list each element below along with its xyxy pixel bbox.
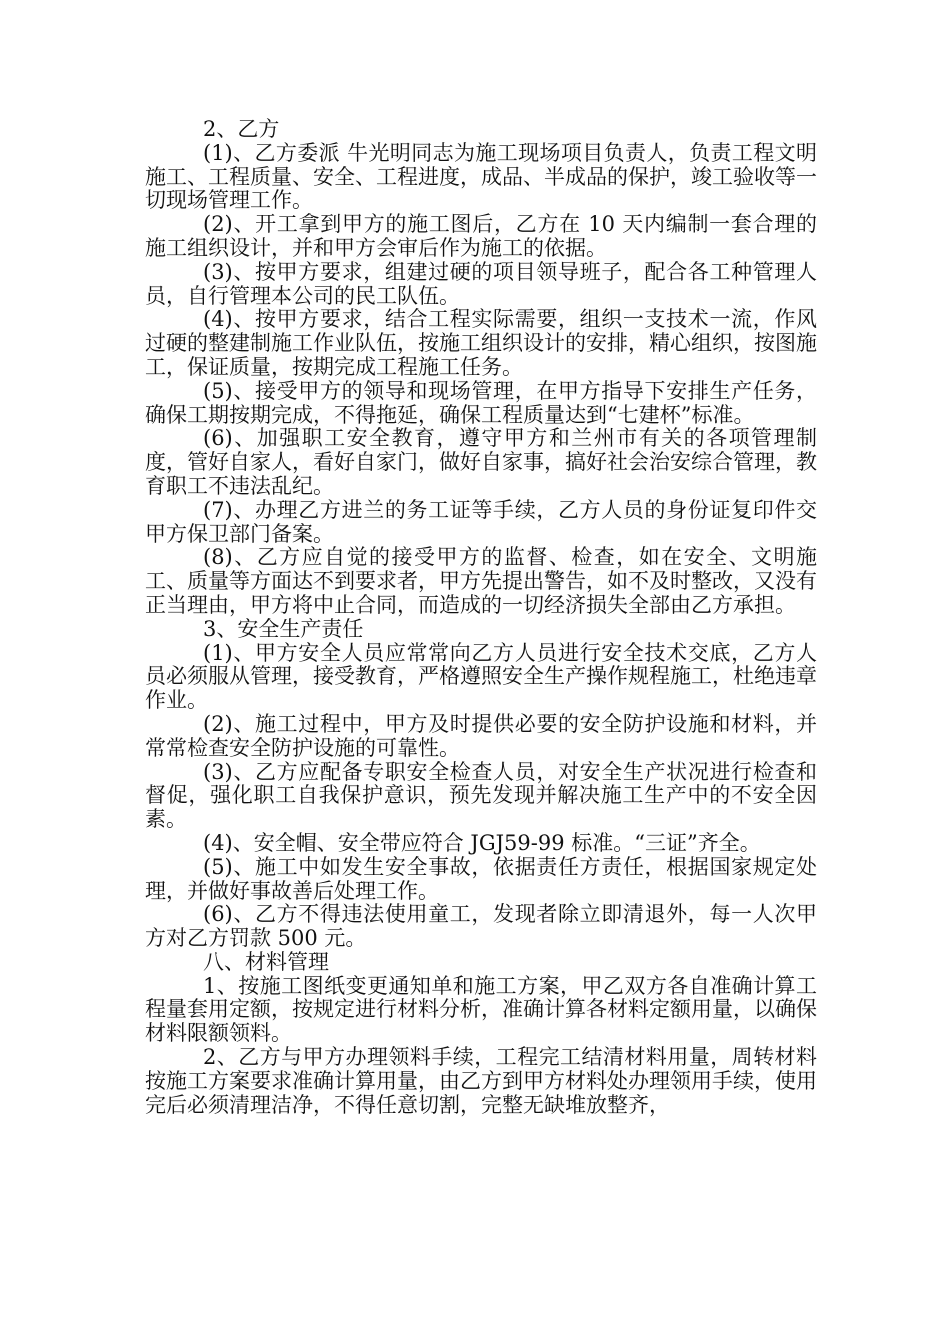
paragraph-b2: (2)、开工拿到甲方的施工图后，乙方在 10 天内编制一套合理的施工组织设计，并和甲方会审后作为施工的依据。	[145, 212, 817, 260]
paragraph-s2: (2)、施工过程中，甲方及时提供必要的安全防护设施和材料，并常常检查安全防护设施的可靠性。	[145, 711, 817, 760]
paragraph-s1: (1)、甲方安全人员应常常向乙方人员进行安全技术交底，乙方人员必须服从管理，接受教育，严格遵照安全生产操作规程施工，杜绝违章作业。	[145, 640, 817, 713]
section-heading-party-b: 2、乙方	[203, 117, 280, 141]
paragraph-s4: (4)、安全帽、安全带应符合 JGJ59-99 标准。“三证”齐全。	[203, 830, 761, 855]
paragraph-b6: (6)、加强职工安全教育，遵守甲方和兰州市有关的各项管理制度，管好自家人，看好自家门，做好自家事，搞好社会治安综合管理，教育职工不违法乱纪。	[145, 426, 817, 498]
paragraph-b8: (8)、乙方应自觉的接受甲方的监督、检查，如在安全、文明施工、质量等方面达不到要求者，甲方先提出警告，如不及时整改，又没有正当理由，甲方将中止合同，而造成的一切经济损失全部由乙方承担。	[145, 545, 817, 617]
paragraph-m1: 1、按施工图纸变更通知单和施工方案，甲乙双方各自准确计算工程量套用定额，按规定进行材料分析，准确计算各材料定额用量，以确保材料限额领料。	[145, 973, 817, 1046]
paragraph-b4: (4)、按甲方要求，结合工程实际需要，组织一支技术一流，作风过硬的整建制施工作业队伍，按施工组织设计的安排，精心组织，按图施工，保证质量，按期完成工程施工任务。	[145, 307, 817, 379]
paragraph-b3: (3)、按甲方要求，组建过硬的项目领导班子，配合各工种管理人员，自行管理本公司的民工队伍。	[145, 259, 817, 308]
document-page	[145, 118, 817, 1117]
paragraph-b7: (7)、办理乙方进兰的务工证等手续，乙方人员的身份证复印件交甲方保卫部门备案。	[145, 497, 817, 546]
paragraph-s5: (5)、施工中如发生安全事故，依据责任方责任，根据国家规定处理，并做好事故善后处理工作。	[145, 854, 817, 903]
paragraph-b1: (1)、乙方委派 牛光明同志为施工现场项目负责人，负责工程文明施工、工程质量、安全、工程进度，成品、半成品的保护，竣工验收等一切现场管理工作。	[145, 140, 817, 213]
paragraph-m2: 2、乙方与甲方办理领料手续，工程完工结清材料用量，周转材料按施工方案要求准确计算用量，由乙方到甲方材料处办理领用手续，使用完后必须清理洁净，不得任意切割，完整无缺堆放整齐，	[145, 1045, 817, 1117]
paragraph-s6: (6)、乙方不得违法使用童工，发现者除立即清退外，每一人次甲方对乙方罚款 500 元。	[145, 902, 817, 951]
paragraph-b5: (5)、接受甲方的领导和现场管理，在甲方指导下安排生产任务，确保工期按期完成，不得拖延，确保工程质量达到“七建杯”标准。	[145, 378, 817, 427]
section-heading-safety: 3、安全生产责任	[203, 616, 364, 641]
paragraph-s3: (3)、乙方应配备专职安全检查人员，对安全生产状况进行检查和督促，强化职工自我保护意识，预先发现并解决施工生产中的不安全因素。	[145, 759, 817, 832]
section-heading-materials: 八、材料管理	[203, 949, 329, 974]
